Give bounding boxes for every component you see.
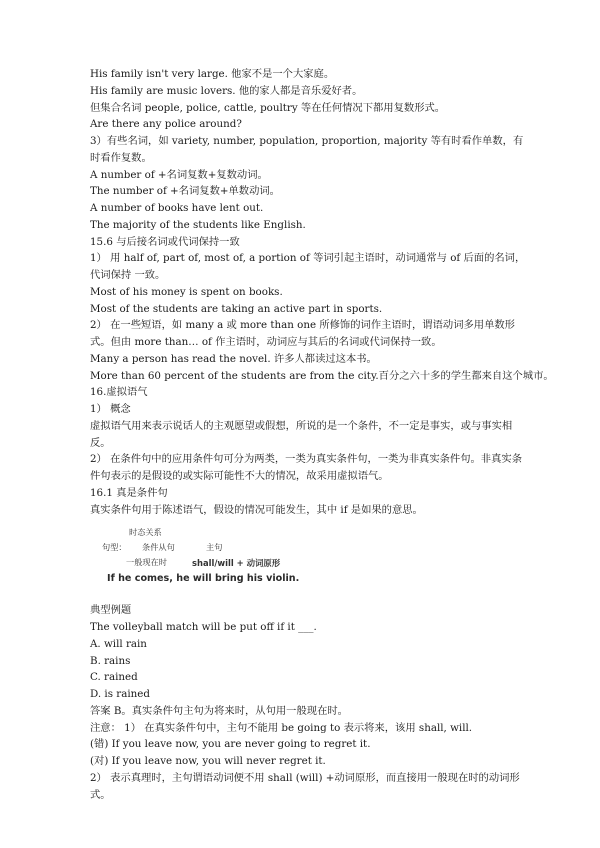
text-line: 但集合名词 people, police, cattle, poultry 等在任何情况下都用复数形式。 [90,101,446,114]
option-a: A. will rain [90,637,147,650]
text-line: The number of +名词复数+单数动词。 [90,185,280,198]
text-line: Many a person has read the novel. 许多人都读过这本书。 [90,352,377,365]
wrong-example: (错) If you leave now, you are never going to regret it. [90,738,371,751]
text-line: The majority of the students like English. [90,218,306,231]
question-text: The volleyball match will be put off if it ___. [90,621,317,633]
conditional-table-image [99,527,299,591]
section-heading: 16.虚拟语气 [90,386,148,399]
section-heading: 16.1 真是条件句 [90,486,168,499]
correct-example: (对) If you leave now, you will never regret it. [90,755,326,767]
text-line: Most of the students are taking an active part in sports. [90,302,383,315]
col-header-clause: 条件从句 [142,542,175,553]
option-d: D. is rained [90,688,150,700]
text-line: 3）有些名词，如 variety, number, population, proportion, majority 等有时看作单数，有时看作复数。 [90,135,524,164]
note-text: 注意： 1） 在真实条件句中，主句不能用 be going to 表示将来，该用 shall, will. [90,721,473,734]
text-line: A number of +名词复数+复数动词。 [90,168,268,181]
text-line: 虚拟语气用来表示说话人的主观愿望或假想，所说的是一个条件，不一定是事实，或与事实相反。 [90,419,513,449]
text-line: 真实条件句用于陈述语气，假设的情况可能发生，其中 if 是如果的意思。 [90,503,423,516]
text-line: Most of his money is spent on books. [90,285,283,298]
text-line: 2） 表示真理时，主句谓语动词便不用 shall (will) +动词原形，而直接用一般现在时的动词形式。 [90,771,520,801]
text-block-top [90,66,554,518]
text-line: Are there any police around? [90,118,242,131]
option-c: C. rained [90,671,138,684]
text-line: 2） 在条件句中的应用条件句可分为两类，一类为真实条件句，一类为非真实条件句。非真实条件句表示的是假设的或实际可能性不大的情况，故采用虚拟语气。 [90,453,522,482]
col-header-main: 主句 [206,542,223,553]
option-b: B. rains [90,654,131,667]
main-clause-form: shall/will + 动词原形 [192,558,281,569]
text-line: His family isn't very large. 他家不是一个大家庭。 [90,68,335,80]
section-heading: 15.6 与后接名词或代词保持一致 [90,235,240,248]
answer-text: 答案 B。真实条件句主句为将来时，从句用一般现在时。 [90,704,348,717]
text-line: More than 60 percent of the students are from the city.百分之六十多的学生都来自这个城市。 [90,369,554,382]
text-line: 1） 概念 [90,403,131,415]
pattern-label: 句型： [102,542,127,553]
row-label: 一般现在时 [126,557,167,568]
text-block-bottom [90,602,532,803]
text-line: 2） 在一些短语，如 many a 或 more than one 所修饰的词作主语时，谓语动词多用单数形式。但由 more than… of 作主语时，动词应与其后的名词或代词保持一致。 [90,319,515,348]
document-page [90,66,554,803]
text-line: A number of books have lent out. [90,202,264,214]
example-sentence: If he comes, he will bring his violin. [107,573,300,585]
table-title: 时态关系 [129,527,162,538]
section-heading: 典型例题 [90,604,132,617]
text-line: His family are music lovers. 他的家人都是音乐爱好者。 [90,84,363,97]
text-line: 1） 用 half of, part of, most of, a portion of 等词引起主语时，动词通常与 of 后面的名词，代词保持 一致。 [90,252,526,281]
